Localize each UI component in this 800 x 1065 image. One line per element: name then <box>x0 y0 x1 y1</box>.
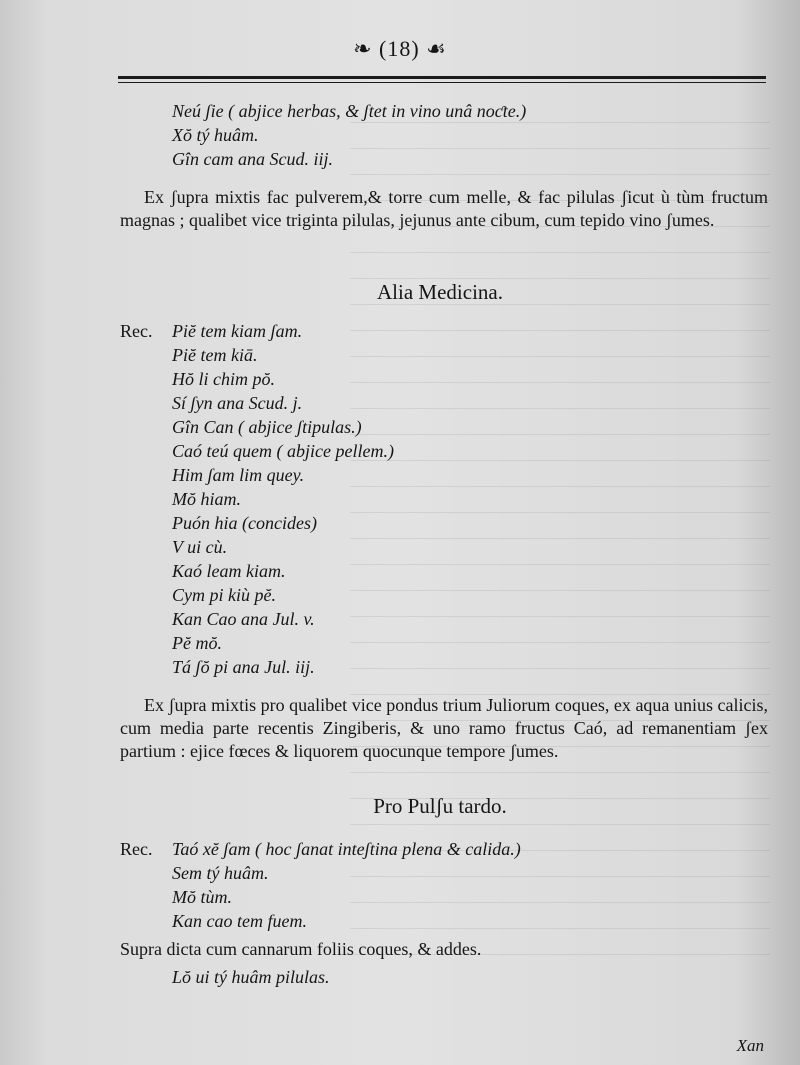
ingredient-line: Sí ʃyn ana Scud. j. <box>172 393 303 413</box>
catchword: Xan <box>736 1036 764 1055</box>
ingredient-line: Pĕ mŏ. <box>172 633 222 653</box>
section-title: Alia Medicina. <box>377 280 503 304</box>
text-line: Xŏ tý huâm. <box>172 125 259 145</box>
recipe-label: Rec. <box>120 839 153 859</box>
ingredient-line: Kaó leam kiam. <box>172 561 286 581</box>
ingredient-line: Hŏ li chim pŏ. <box>172 369 275 389</box>
recipe-label: Rec. <box>120 321 153 341</box>
ingredient-line: Taó xĕ ʃam ( hoc ʃanat inteʃtina plena & calida.) <box>172 839 521 859</box>
ingredient-line: Tá ʃŏ pi ana Jul. iij. <box>172 657 315 677</box>
ornament-left: ❧ <box>353 36 373 61</box>
ingredient-line: Caó teú quem ( abjice pellem.) <box>172 441 394 461</box>
page-header <box>0 36 800 62</box>
text-line: Supra dicta cum cannarum foliis coques, & addes. <box>120 939 482 959</box>
ingredient-line: Sem tý huâm. <box>172 863 269 883</box>
ingredient-line: Him ʃam lim quey. <box>172 465 305 485</box>
ingredient-line: V ui cù. <box>172 537 228 557</box>
ingredient-line: Mŏ tùm. <box>172 887 232 907</box>
ingredient-line: Kan cao tem fuem. <box>172 911 307 931</box>
text-line: Neú ʃie ( abjice herbas, & ʃtet in vino unâ noƈte.) <box>172 101 527 121</box>
ingredient-line: Kan Cao ana Jul. v. <box>172 609 315 629</box>
text-line: Lŏ ui tý huâm pilulas. <box>172 967 330 987</box>
section-title: Pro Pulʃu tardo. <box>373 794 507 818</box>
ornament-right: ☙ <box>426 36 447 61</box>
header-rule-thin <box>118 82 766 83</box>
ingredient-line: Cym pi kiù pĕ. <box>172 585 276 605</box>
ingredient-line: Mŏ hiam. <box>172 489 241 509</box>
ingredient-line: Puón hia (concides) <box>172 513 317 533</box>
text-line: Gîn cam ana Scud. iij. <box>172 149 333 169</box>
page-number: (18) <box>379 36 420 61</box>
ingredient-line: Piĕ tem kiam ʃam. <box>172 321 303 341</box>
paragraph: Ex ʃupra mixtis fac pulverem,& torre cum melle, & fac pilulas ʃicut ù tùm fructum magnas ; qualibet vice triginta pilulas, jejunus ante cibum, cum tepido vino ʃumes. <box>120 187 768 230</box>
ingredient-line: Gîn Can ( abjice ʃtipulas.) <box>172 417 362 437</box>
header-rule <box>118 76 766 79</box>
ingredient-line: Piĕ tem kiā. <box>172 345 258 365</box>
paragraph: Ex ʃupra mixtis pro qualibet vice pondus trium Juliorum coques, ex aqua unius calicis, cum media parte recentis Zingiberis, & uno ramo fructus Caó, ad remanentiam ʃex partium : ejice fœces & liquorem quocunque tempore ʃumes. <box>120 695 768 761</box>
